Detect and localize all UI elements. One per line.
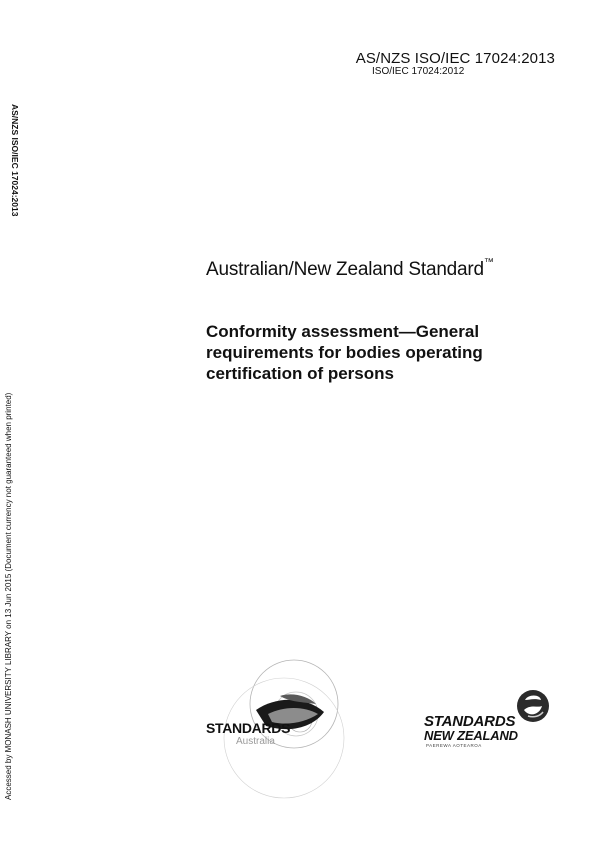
standards-nz-line3: PAEREWA AOTEAROA — [426, 743, 482, 748]
series-text: Australian/New Zealand Standard — [206, 259, 484, 280]
standards-nz-emblem — [516, 688, 550, 728]
standards-new-zealand-logo — [420, 688, 560, 748]
standards-nz-line2: NEW ZEALAND — [424, 728, 518, 743]
title-line: requirements for bodies operating — [206, 343, 483, 362]
standards-australia-sub: Australia — [236, 736, 275, 747]
access-note-text: Accessed by MONASH UNIVERSITY LIBRARY on 13 Jun 2015 (Document currency not guaranteed when printed) — [4, 392, 13, 800]
standards-australia-logo — [196, 656, 356, 806]
standard-series — [206, 259, 494, 281]
standards-australia-word: STANDARDS — [206, 720, 291, 736]
access-note — [4, 380, 18, 800]
side-standard-code — [8, 104, 22, 244]
side-standard-code-text: AS/NZS ISO/IEC 17024:2013 — [10, 104, 20, 217]
document-title — [206, 321, 526, 384]
standard-number: AS/NZS ISO/IEC 17024:2013 — [355, 50, 555, 67]
title-line: Conformity assessment—General — [206, 322, 480, 341]
trademark-symbol: ™ — [483, 257, 494, 268]
standards-nz-line1: STANDARDS — [424, 713, 516, 730]
iso-number: ISO/IEC 17024:2012 — [372, 66, 465, 77]
title-line: certification of persons — [206, 364, 394, 383]
